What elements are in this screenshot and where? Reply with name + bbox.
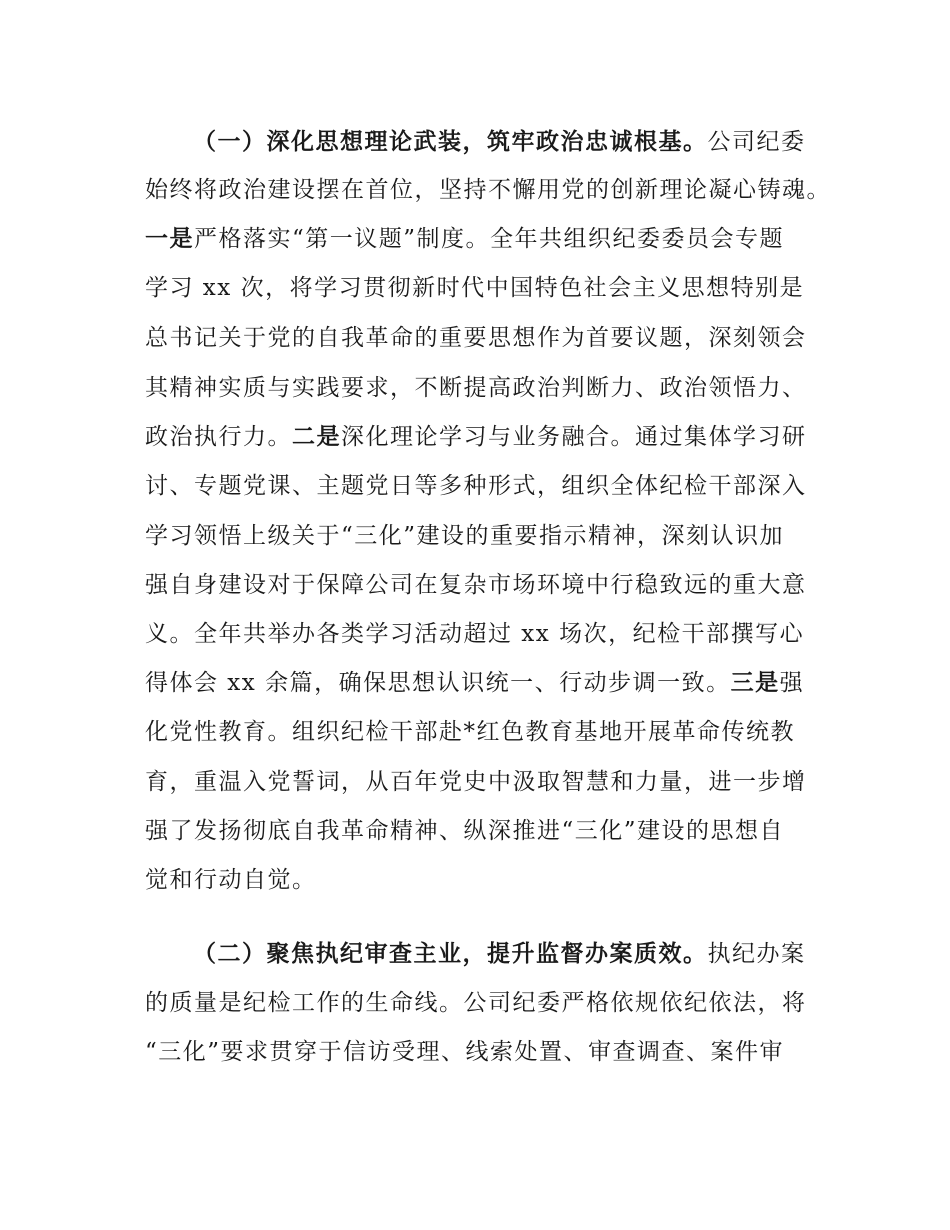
paragraph-1-line-10: 强自身建设对于保障公司在复杂市场环境中行稳致远的重大意: [145, 572, 807, 598]
paragraph-1-line-1: （一）深化思想理论武装，筑牢政治忠诚根基。公司纪委: [193, 129, 806, 155]
paragraph-1-line-2: 始终将政治建设摆在首位，坚持不懈用党的创新理论凝心铸魂。: [145, 177, 831, 203]
paragraph-1-line-5: 总书记关于党的自我革命的重要思想作为首要议题，深刻领会: [145, 325, 807, 351]
paragraph-1-line-14: 育，重温入党誓词，从百年党史中汲取智慧和力量，进一步增: [145, 769, 807, 795]
paragraph-1-line-13: 化党性教育。组织纪检干部赴*红色教育基地开展革命传统教: [145, 719, 795, 745]
paragraph-1-line-11: 义。全年共举办各类学习活动超过 xx 场次，纪检干部撰写心: [145, 621, 805, 647]
section-2-heading: （二）聚焦执纪审查主业，提升监督办案质效。: [193, 941, 708, 967]
paragraph-1-line-15: 强了发扬彻底自我革命精神、纵深推进“三化”建设的思想自: [145, 818, 785, 844]
paragraph-1-line-12: 得体会 xx 余篇，确保思想认识统一、行动步调一致。三是强: [145, 670, 805, 696]
section-1-heading: （一）深化思想理论武装，筑牢政治忠诚根基。: [193, 129, 708, 155]
paragraph-2-line-3: “三化”要求贯穿于信访受理、线索处置、审查调查、案件审: [145, 1039, 785, 1065]
paragraph-1-line-6: 其精神实质与实践要求，不断提高政治判断力、政治领悟力、: [145, 375, 807, 401]
paragraph-2-line-2: 的质量是纪检工作的生命线。公司纪委严格依规依纪依法，将: [145, 990, 807, 1016]
paragraph-2-line-1: （二）聚焦执纪审查主业，提升监督办案质效。执纪办案: [193, 941, 806, 967]
paragraph-1-line-16: 觉和行动自觉。: [145, 867, 317, 893]
paragraph-1-line-9: 学习领悟上级关于“三化”建设的重要指示精神，深刻认识加: [145, 523, 785, 549]
paragraph-1-line-7: 政治执行力。二是深化理论学习与业务融合。通过集体学习研: [145, 424, 807, 450]
paragraph-1-line-8: 讨、专题党课、主题党日等多种形式，组织全体纪检干部深入: [145, 473, 807, 499]
paragraph-1-line-3: 一是严格落实“第一议题”制度。全年共组织纪委委员会专题: [145, 226, 785, 252]
paragraph-1-line-4: 学习 xx 次，将学习贯彻新时代中国特色社会主义思想特别是: [145, 275, 805, 301]
